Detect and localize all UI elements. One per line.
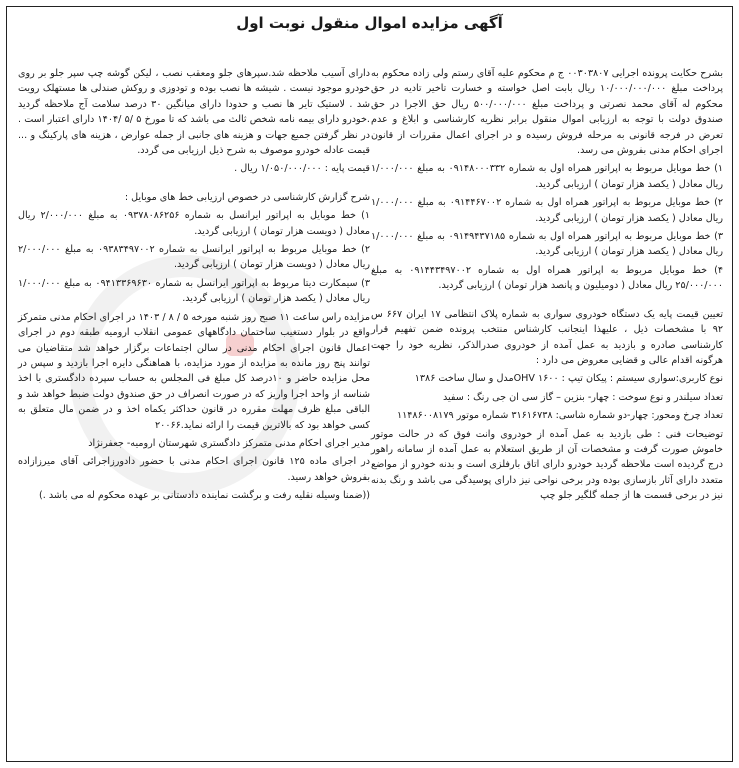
vehicle-spec-usage: نوع کاربری:سواری سیستم : پیکان تیپ : OHV ۱۶۰۰مدل و سال ساخت ۱۳۸۶ — [414, 373, 723, 385]
irancell-line-item-1: ۱) خط موبایل به اپراتور ایرانسل به شماره ۰۹۳۷۸۰۸۶۲۵۶ به مبلغ ۲/۰۰۰/۰۰۰ ریال معادل ( دویست هزار تومان ) ارزیابی گردید. — [18, 210, 371, 237]
transport-note: ((ضمنا وسیله نقلیه رفت و برگشت نماینده دادستانی بر عهده محکوم له می باشد .) — [39, 490, 370, 502]
case-intro-paragraph: بشرح حکایت پرونده اجرایی ۰۰۳۰۳۸۰۷ ج م محکوم علیه آقای رستم ولی زاده محکوم به پرداخت مبلغ ۱۰/۰۰۰/۰۰۰/۰۰۰ ریال بابت اصل خواسته و خسارت تاخیر تادیه در حق محکوم له آقای محمد نصرتی و پرداخت مبلغ ۵۰۰/۰۰۰/۰۰۰ ریال حق الاجرا در حق صندوق دولت با توجه به ارزیابی اموال منقول برابر نظریه کارشناسی و ابلاغ و عدم تعرض در فرجه قانونی به مرحله فروش رسیده و در اجرای اعمال مقررات از قانون اجرای احکام مدنی بفروش می رسد. — [371, 68, 723, 157]
vehicle-spec-chassis: تعداد چرخ ومحور: چهار-دو شماره شاسی: ۳۱۶۱۶۷۳۸ شماره موتور ۱۱۴۸۶۰۰۸۱۷۹ — [396, 410, 723, 422]
article-125-note: در اجرای ماده ۱۲۵ قانون اجرای احکام مدنی با حضور دادورزاجرائی آقای میرزازاده بفروش خواهد رسید. — [18, 456, 370, 483]
vehicle-condition-paragraph: دارای آسیب ملاحظه شد.سپرهای جلو ومعقب نصب ، لیکن گوشه چپ سپر جلو بر روی خودرو موجود نیست . شیشه ها نصب بوده و تودوزی و روکش صندلی ها مستهلک رویت شد . لاستیک تایر ها نصب و حدودا دارای میانگین ۳۰ درصد سلامت آج ملاحظه گردید .خودرو دارای بیمه نامه شخص ثالث می باشد که تا مورخ ۵ /۵ /۱۴۰۴ دارای اعتبار است . در نظر گرفتن جمیع جهات و هزینه های جانبی از جمله عوارض ، هزینه های پارکینگ و ... قیمت عادله خودرو موصوف به شرح ذیل ارزیابی می گردد. — [18, 68, 370, 157]
irancell-line-item-2: ۲) خط موبایل مربوط به اپراتور ایرانسل به شماره ۰۹۳۸۳۴۹۷۰۰۲ به مبلغ ۲/۰۰۰/۰۰۰ ریال معادل ( دویست هزار تومان ) ارزیابی گردید. — [18, 244, 371, 271]
vehicle-valuation-paragraph: تعیین قیمت پایه یک دستگاه خودروی سواری به شماره پلاک انتظامی ۱۷ ایران ۶۶۷ س ۹۲ با مشخصات ذیل ، علیهذا اینجانب کارشناس منتخب پرونده ضمن تفهیم قرار کارشناسی صادره و بازدید به عمل آمده از خودروی صدرالذکر، نظریه خود را جهت هرگونه اقدام عالی و قضایی معروض می دارد : — [371, 308, 723, 366]
left-column — [18, 66, 370, 507]
right-column — [371, 66, 723, 507]
mobile-line-item-4: ۴) خط موبایل مربوط به اپراتور همراه اول به شماره ۰۹۱۴۴۳۴۹۷۰۰۲ به مبلغ ۲۵/۰۰۰/۰۰۰ ریال معادل ( دومیلیون و پانصد هزار تومان ) ارزیابی گردید. — [371, 264, 723, 292]
mobile-line-item-2: ۲) خط موبایل مربوط به اپراتور همراه اول به شماره ۰۹۱۴۴۶۷۰۰۲ به مبلغ ۱/۰۰۰/۰۰۰ ریال معادل ( یکصد هزار تومان ) ارزیابی گردید. — [371, 197, 723, 224]
vehicle-spec-fuel: تعداد سیلندر و نوع سوخت : چهار- بنزین – گاز سی ان جی رنگ : سفید — [443, 391, 723, 403]
technical-description: توضیحات فنی : طی بازدید به عمل آمده از خودروی وانت فوق که در حالت موتور خاموش صورت گرفت و مشخصات آن از طریق استعلام به عمل آمده از سامانه راهور درج گردیده است ملاحظه گردید خودرو دارای اتاق بارفلزی است و بدنه خودرو از مواضع متعدد دارای آثار بازسازی بوده ودر برخی نواحی نیز دارای پوسیدگی می باشد و رنگ بدنه نیز در برخی قسمت ها از جمله گلگیر جلو چپ — [371, 428, 723, 502]
irancell-data-sim-item: ۳) سیمکارت دیتا مربوط به اپراتور ایرانسل به شماره ۰۹۴۱۳۳۶۹۶۳۰ به مبلغ ۱/۰۰۰/۰۰۰ ریال معادل ( یکصد هزار تومان ) ارزیابی گردید. — [18, 277, 370, 305]
mobile-report-heading: شرح گزارش کارشناسی در خصوص ارزیابی خط های موبایل : — [124, 191, 370, 203]
base-price: قیمت پایه : ۱/۰۵۰/۰۰۰/۰۰۰ ریال . — [234, 163, 370, 175]
auction-details-paragraph: مزایده راس ساعت ۱۱ صبح روز شنبه مورخه ۵ / ۸ / ۱۴۰۳ در اجرای احکام مدنی متمرکز واقع در بلوار دستغیب ساختمان دادگاههای عمومی انقلاب ارومیه طبقه دوم در اجرای اعمال قانون اجرای احکام مدنی در سالن اجتماعات برگزار خواهد شد متقاضیان می توانند پنج روز مانده به مزایده از مورد مزایده، با هماهنگی دایره اجرا بازدید و سپس در محل مزایده حاضر و ۱۰درصد کل مبلغ فی المجلس به حساب سپرده دادگستری با اخذ شناسه از واحد اجرا واریز که در صورت انصراف در حق صندوق دولت ضبط خواهد شد و الباقی مبلغ ظرف مهلت مقرره در قانون حداکثر یکماه اخذ و در ضمن مال متعلق به کسی خواهد بود که بالاترین قیمت را ارائه نماید.۲۰۰۶۶ — [18, 311, 370, 431]
signatory-line: مدیر اجرای احکام مدنی متمرکز دادگستری شهرستان ارومیه- جعفرنژاد — [88, 437, 370, 449]
notice-title: آگهی مزایده اموال منقول نوبت اول — [236, 14, 503, 32]
mobile-line-item-3: ۳) خط موبایل مربوط به اپراتور همراه اول به شماره ۰۹۱۴۹۴۳۷۱۸۵ به مبلغ ۱/۰۰۰/۰۰۰ ریال معادل ( یکصد هزار تومان ) ارزیابی گردید. — [371, 231, 723, 258]
mobile-line-item-1: ۱) خط موبایل مربوط به اپراتور همراه اول به شماره ۰۹۱۴۸۰۰۰۳۳۲ به مبلغ ۱/۰۰۰/۰۰۰ ریال معادل ( یکصد هزار تومان ) ارزیابی گردید. — [371, 163, 723, 190]
